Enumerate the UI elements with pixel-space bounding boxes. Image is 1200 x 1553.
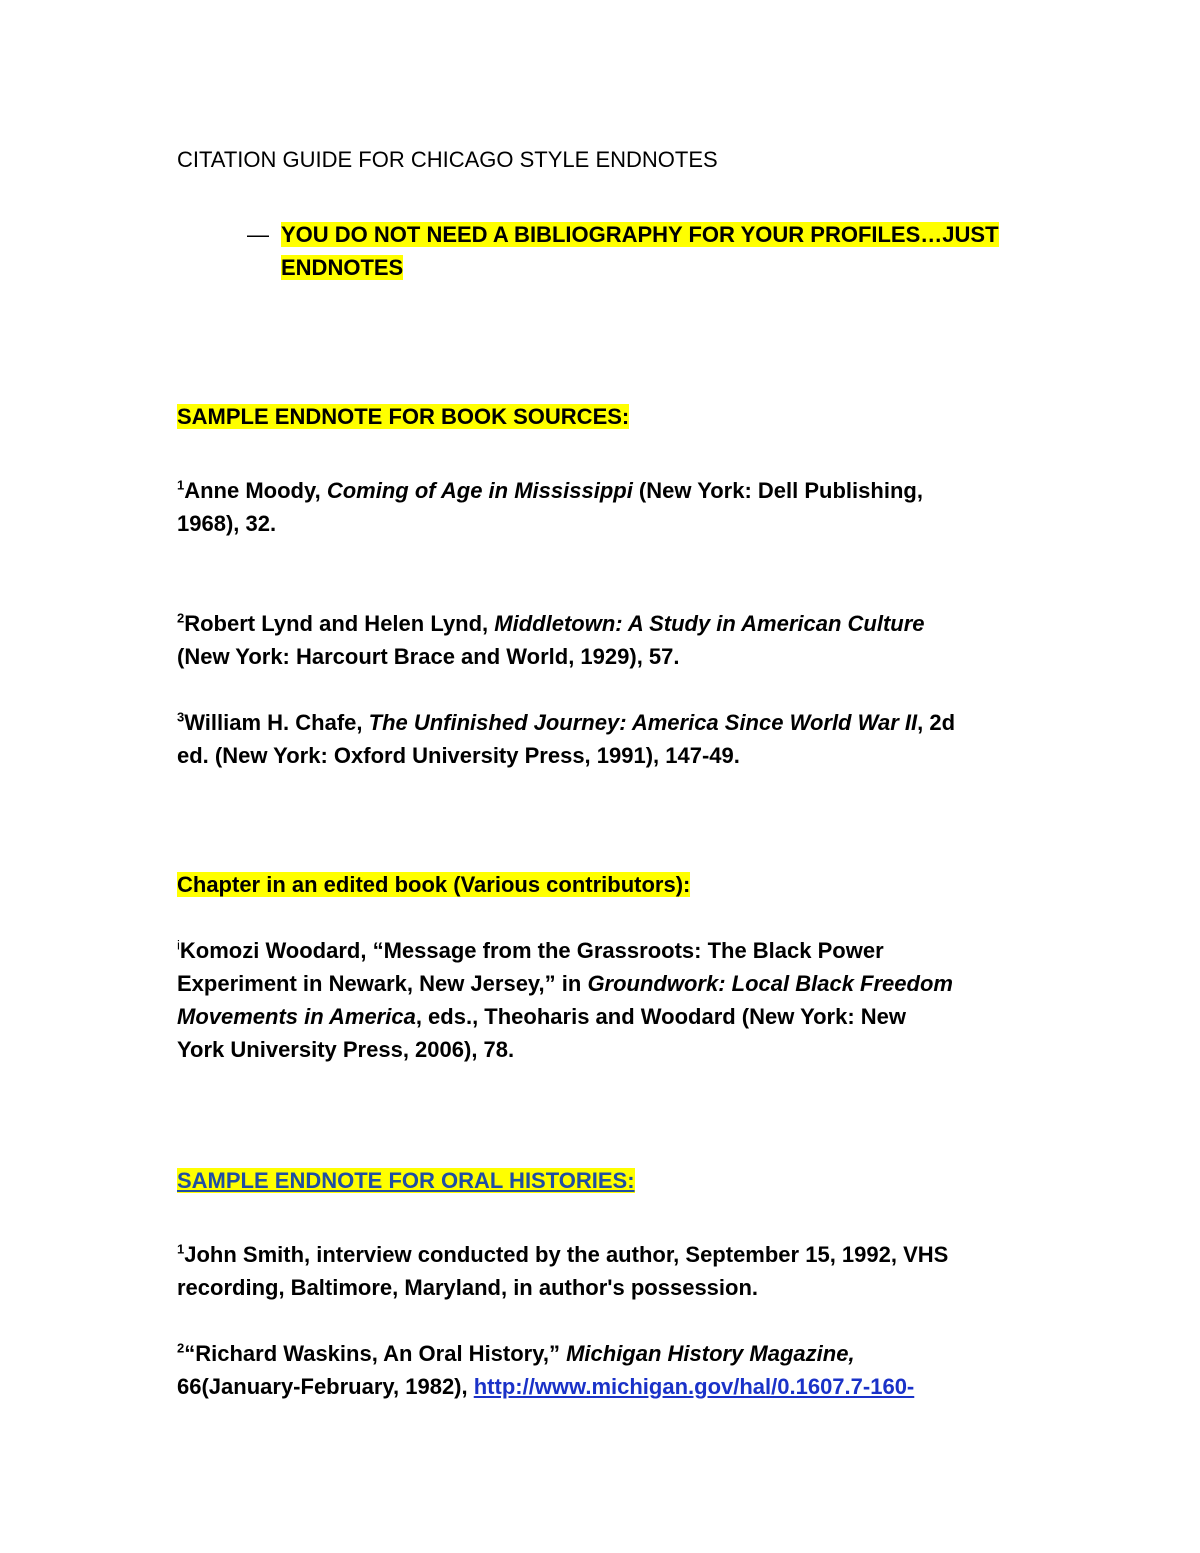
endnote-number: 1 [177, 1241, 185, 1257]
bullet-text [281, 218, 999, 284]
endnote-number: 2 [177, 610, 185, 626]
book-endnote-1 [177, 474, 1037, 540]
oral-endnote-1 [177, 1238, 1037, 1304]
endnote-line-1: Komozi Woodard, “Message from the Grassroots: The Black Power [179, 938, 884, 963]
endnote-magazine: Michigan History Magazine, [566, 1341, 855, 1366]
endnote-line-2: recording, Baltimore, Maryland, in author's possession. [177, 1275, 759, 1300]
book-endnote-3 [177, 706, 1037, 772]
endnote-publisher: ed. (New York: Oxford University Press, 1991), 147-49. [177, 743, 740, 768]
chapter-heading-text: Chapter in an edited book (Various contributors): [177, 872, 691, 897]
book-sources-heading [177, 400, 1037, 433]
endnote-title: Coming of Age in Mississippi [326, 478, 633, 503]
oral-endnote-2 [177, 1337, 1037, 1403]
page-title: CITATION GUIDE FOR CHICAGO STYLE ENDNOTES [177, 147, 718, 172]
oral-histories-heading[interactable] [177, 1164, 1037, 1197]
bullet-line-2: ENDNOTES [281, 255, 404, 280]
endnote-publisher: (New York: Dell Publishing, [632, 478, 923, 503]
endnote-line-1: John Smith, interview conducted by the author, September 15, 1992, VHS [184, 1242, 949, 1267]
chapter-endnote [177, 934, 1037, 1066]
endnote-edition: , 2d [917, 710, 956, 735]
endnote-publisher: (New York: Harcourt Brace and World, 1929), 57. [177, 644, 680, 669]
endnote-author: Anne Moody, [184, 478, 327, 503]
endnote-author: William H. Chafe, [184, 710, 369, 735]
endnote-issue: 66(January-February, 1982), [177, 1374, 474, 1399]
dash-bullet: — [247, 222, 269, 247]
endnote-title: Middletown: A Study in American Culture [494, 611, 925, 636]
endnote-line-2: Experiment in Newark, New Jersey,” in [177, 971, 588, 996]
endnote-date-page: 1968), 32. [177, 511, 277, 536]
endnote-book-title: Groundwork: Local Black Freedom [587, 971, 953, 996]
endnote-number: 1 [177, 477, 185, 493]
book-heading-text: SAMPLE ENDNOTE FOR BOOK SOURCES: [177, 404, 630, 429]
bullet-line-1: YOU DO NOT NEED A BIBLIOGRAPHY FOR YOUR PROFILES…JUST [281, 222, 999, 247]
endnote-title: “Richard Waskins, An Oral History,” [184, 1341, 567, 1366]
endnote-number: 3 [177, 709, 185, 725]
endnote-url-link[interactable]: http://www.michigan.gov/hal/0.1607.7-160- [473, 1374, 915, 1399]
endnote-number: 2 [177, 1340, 185, 1356]
book-endnote-2 [177, 607, 1037, 673]
endnote-number: i [177, 937, 180, 953]
oral-heading-link[interactable]: SAMPLE ENDNOTE FOR ORAL HISTORIES: [177, 1168, 635, 1193]
endnote-author: Robert Lynd and Helen Lynd, [184, 611, 495, 636]
chapter-heading [177, 868, 1037, 901]
endnote-editors: , eds., Theoharis and Woodard (New York: New [415, 1004, 907, 1029]
endnote-publisher: York University Press, 2006), 78. [177, 1037, 515, 1062]
endnote-book-title-cont: Movements in America [177, 1004, 416, 1029]
endnote-title: The Unfinished Journey: America Since World War II [368, 710, 918, 735]
